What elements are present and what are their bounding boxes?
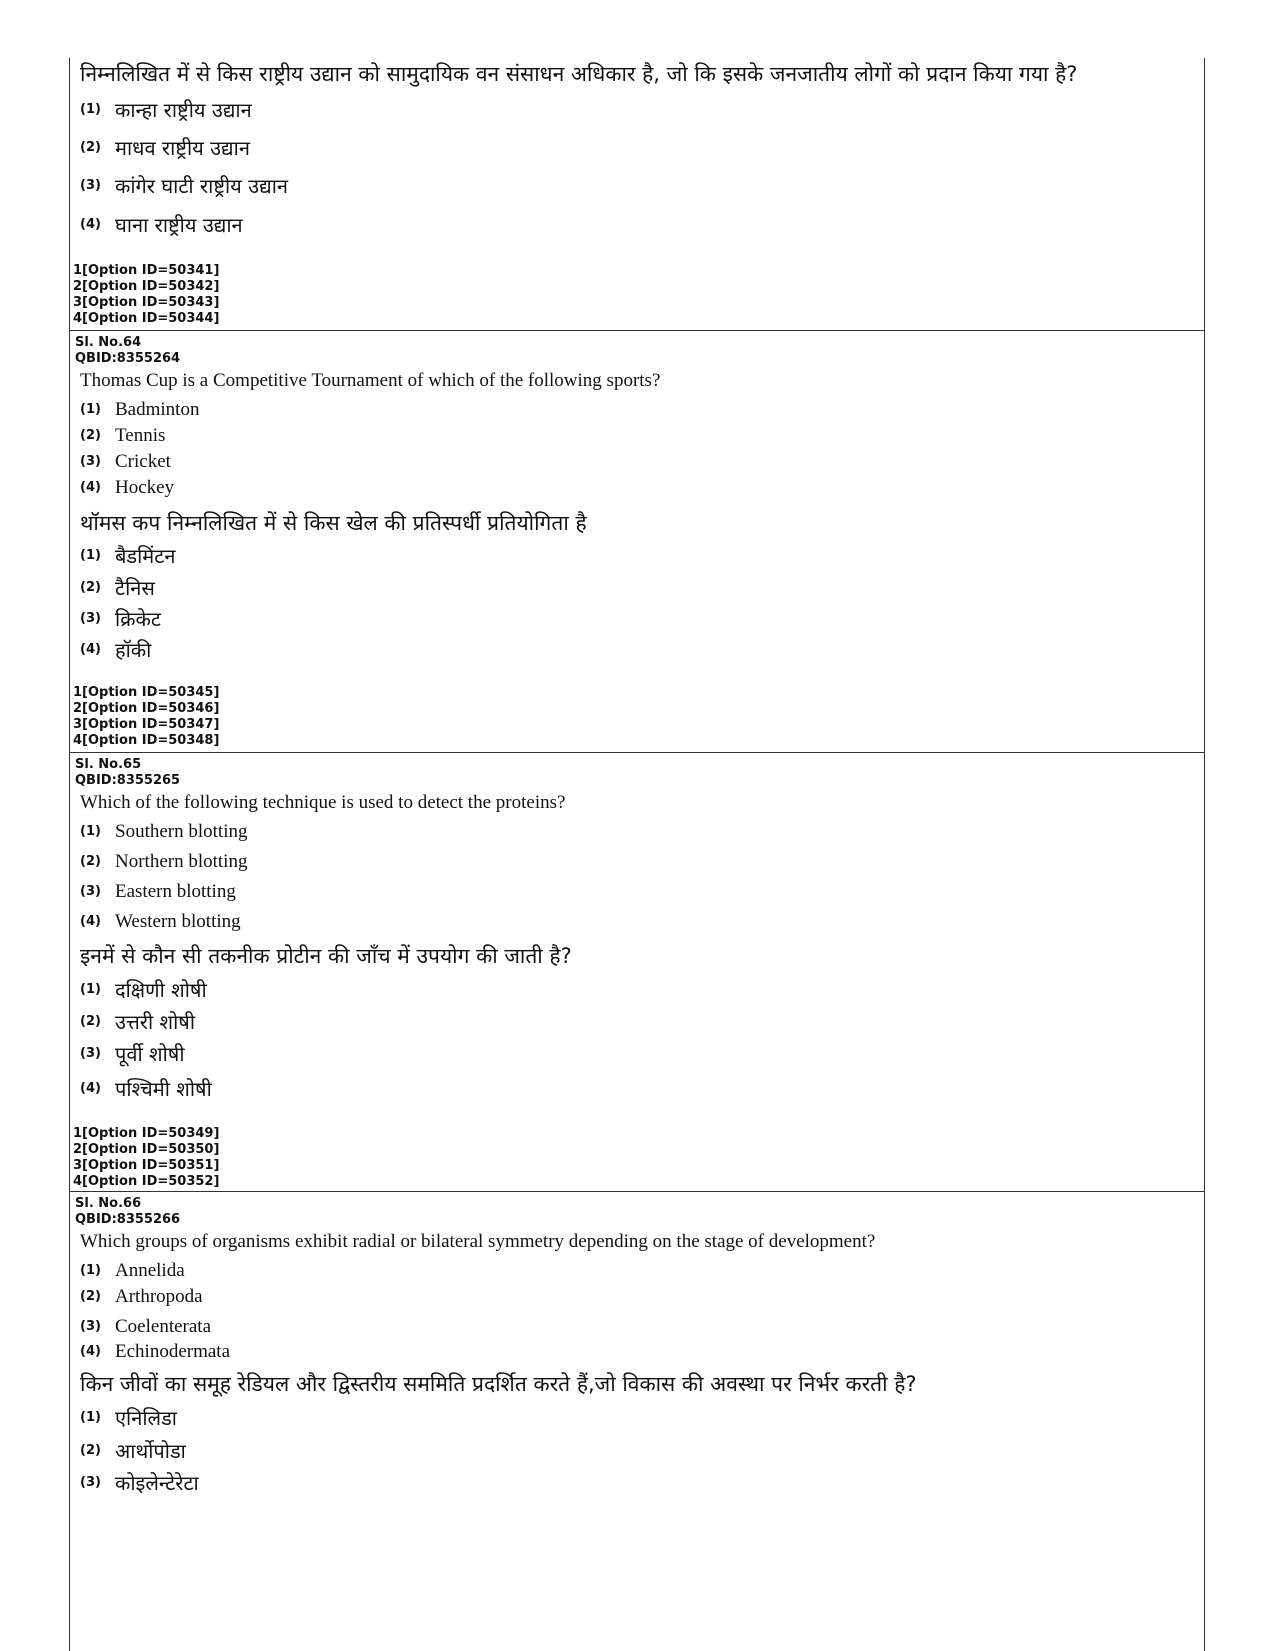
option-number: (3) [80, 1319, 101, 1334]
option-number: (3) [80, 178, 101, 193]
question-text-hindi: थॉमस कप निम्नलिखित में से किस खेल की प्रतिस्पर्धी प्रतियोगिता है [80, 511, 587, 535]
option-text: पूर्वी शोषी [115, 1042, 185, 1066]
option-text: Cricket [115, 451, 171, 472]
option-text: Coelenterata [115, 1316, 212, 1337]
question-text-hindi: किन जीवों का समूह रेडियल और द्विस्तरीय सममिति प्रदर्शित करते हैं,जो विकास की अवस्था पर निर्भर करती है? [80, 1372, 917, 1396]
qbid: QBID:8355264 [75, 351, 181, 366]
option-text: कोइलेन्टेरेटा [115, 1471, 199, 1495]
option-text: Eastern blotting [115, 881, 236, 902]
option-id: 2[Option ID=50346] [73, 701, 220, 716]
option-text: Tennis [115, 425, 166, 446]
option-number: (4) [80, 642, 101, 657]
option-number: (2) [80, 580, 101, 595]
option-number: (4) [80, 914, 101, 929]
option-number: (2) [80, 428, 101, 443]
option-text: Echinodermata [115, 1341, 231, 1362]
option-number: (1) [80, 1410, 101, 1425]
option-text: Arthropoda [115, 1286, 203, 1307]
option-number: (4) [80, 1344, 101, 1359]
option-text: एनिलिडा [115, 1406, 177, 1430]
option-number: (3) [80, 884, 101, 899]
option-text: Annelida [115, 1260, 185, 1281]
option-text: टैनिस [115, 576, 155, 600]
option-text: घाना राष्ट्रीय उद्यान [115, 213, 243, 237]
option-number: (4) [80, 480, 101, 495]
option-number: (1) [80, 402, 101, 417]
option-number: (3) [80, 454, 101, 469]
option-id: 1[Option ID=50345] [73, 685, 220, 700]
option-id-list [73, 685, 219, 749]
question-text-english: Which of the following technique is used to detect the proteins? [80, 792, 566, 813]
option-number: (3) [80, 1475, 101, 1490]
option-id: 2[Option ID=50350] [73, 1142, 220, 1157]
option-number: (1) [80, 824, 101, 839]
option-text: क्रिकेट [115, 607, 161, 631]
option-number: (2) [80, 1443, 101, 1458]
option-text: पश्चिमी शोषी [115, 1077, 212, 1101]
question-sheet [69, 58, 1205, 1651]
option-text: बैडमिंटन [115, 544, 176, 568]
option-number: (2) [80, 140, 101, 155]
option-number: (3) [80, 1046, 101, 1061]
option-number: (2) [80, 1289, 101, 1304]
option-id: 3[Option ID=50351] [73, 1158, 220, 1173]
option-number: (2) [80, 1014, 101, 1029]
option-text: कान्हा राष्ट्रीय उद्यान [115, 98, 252, 122]
option-id: 2[Option ID=50342] [73, 279, 220, 294]
question-divider [70, 752, 1204, 753]
option-id: 4[Option ID=50348] [73, 733, 220, 748]
option-text: आर्थोपोडा [115, 1439, 186, 1463]
option-id-list [73, 1126, 219, 1190]
serial-number: Sl. No.65 [75, 757, 142, 772]
question-text-english: Which groups of organisms exhibit radial or bilateral symmetry depending on the stage of development? [80, 1231, 876, 1252]
option-number: (3) [80, 611, 101, 626]
qbid: QBID:8355265 [75, 773, 181, 788]
option-id: 4[Option ID=50344] [73, 311, 220, 326]
option-text: Northern blotting [115, 851, 248, 872]
option-id: 1[Option ID=50341] [73, 263, 220, 278]
option-text: Badminton [115, 399, 200, 420]
question-text-english: Thomas Cup is a Competitive Tournament of which of the following sports? [80, 370, 661, 391]
option-number: (4) [80, 217, 101, 232]
option-text: दक्षिणी शोषी [115, 978, 207, 1002]
option-number: (4) [80, 1081, 101, 1096]
option-id: 3[Option ID=50343] [73, 295, 220, 310]
question-text-hindi: इनमें से कौन सी तकनीक प्रोटीन की जाँच में उपयोग की जाती है? [80, 944, 572, 968]
option-text: कांगेर घाटी राष्ट्रीय उद्यान [115, 174, 288, 198]
qbid: QBID:8355266 [75, 1212, 181, 1227]
option-id: 4[Option ID=50352] [73, 1174, 220, 1189]
option-id: 1[Option ID=50349] [73, 1126, 220, 1141]
option-number: (2) [80, 854, 101, 869]
option-number: (1) [80, 102, 101, 117]
question-divider [70, 1191, 1204, 1192]
question-text-hindi: निम्नलिखित में से किस राष्ट्रीय उद्यान को सामुदायिक वन संसाधन अधिकार है, जो कि इसके जनजातीय लोगों को प्रदान किया गया है? [80, 62, 1078, 86]
option-id-list [73, 263, 219, 327]
option-number: (1) [80, 548, 101, 563]
serial-number: Sl. No.64 [75, 335, 142, 350]
option-text: माधव राष्ट्रीय उद्यान [115, 136, 250, 160]
option-text: हॉकी [115, 638, 152, 662]
question-divider [70, 330, 1204, 331]
option-number: (1) [80, 1263, 101, 1278]
option-number: (1) [80, 982, 101, 997]
option-text: उत्तरी शोषी [115, 1010, 196, 1034]
option-id: 3[Option ID=50347] [73, 717, 220, 732]
serial-number: Sl. No.66 [75, 1196, 142, 1211]
option-text: Hockey [115, 477, 175, 498]
option-text: Western blotting [115, 911, 241, 932]
option-text: Southern blotting [115, 821, 248, 842]
